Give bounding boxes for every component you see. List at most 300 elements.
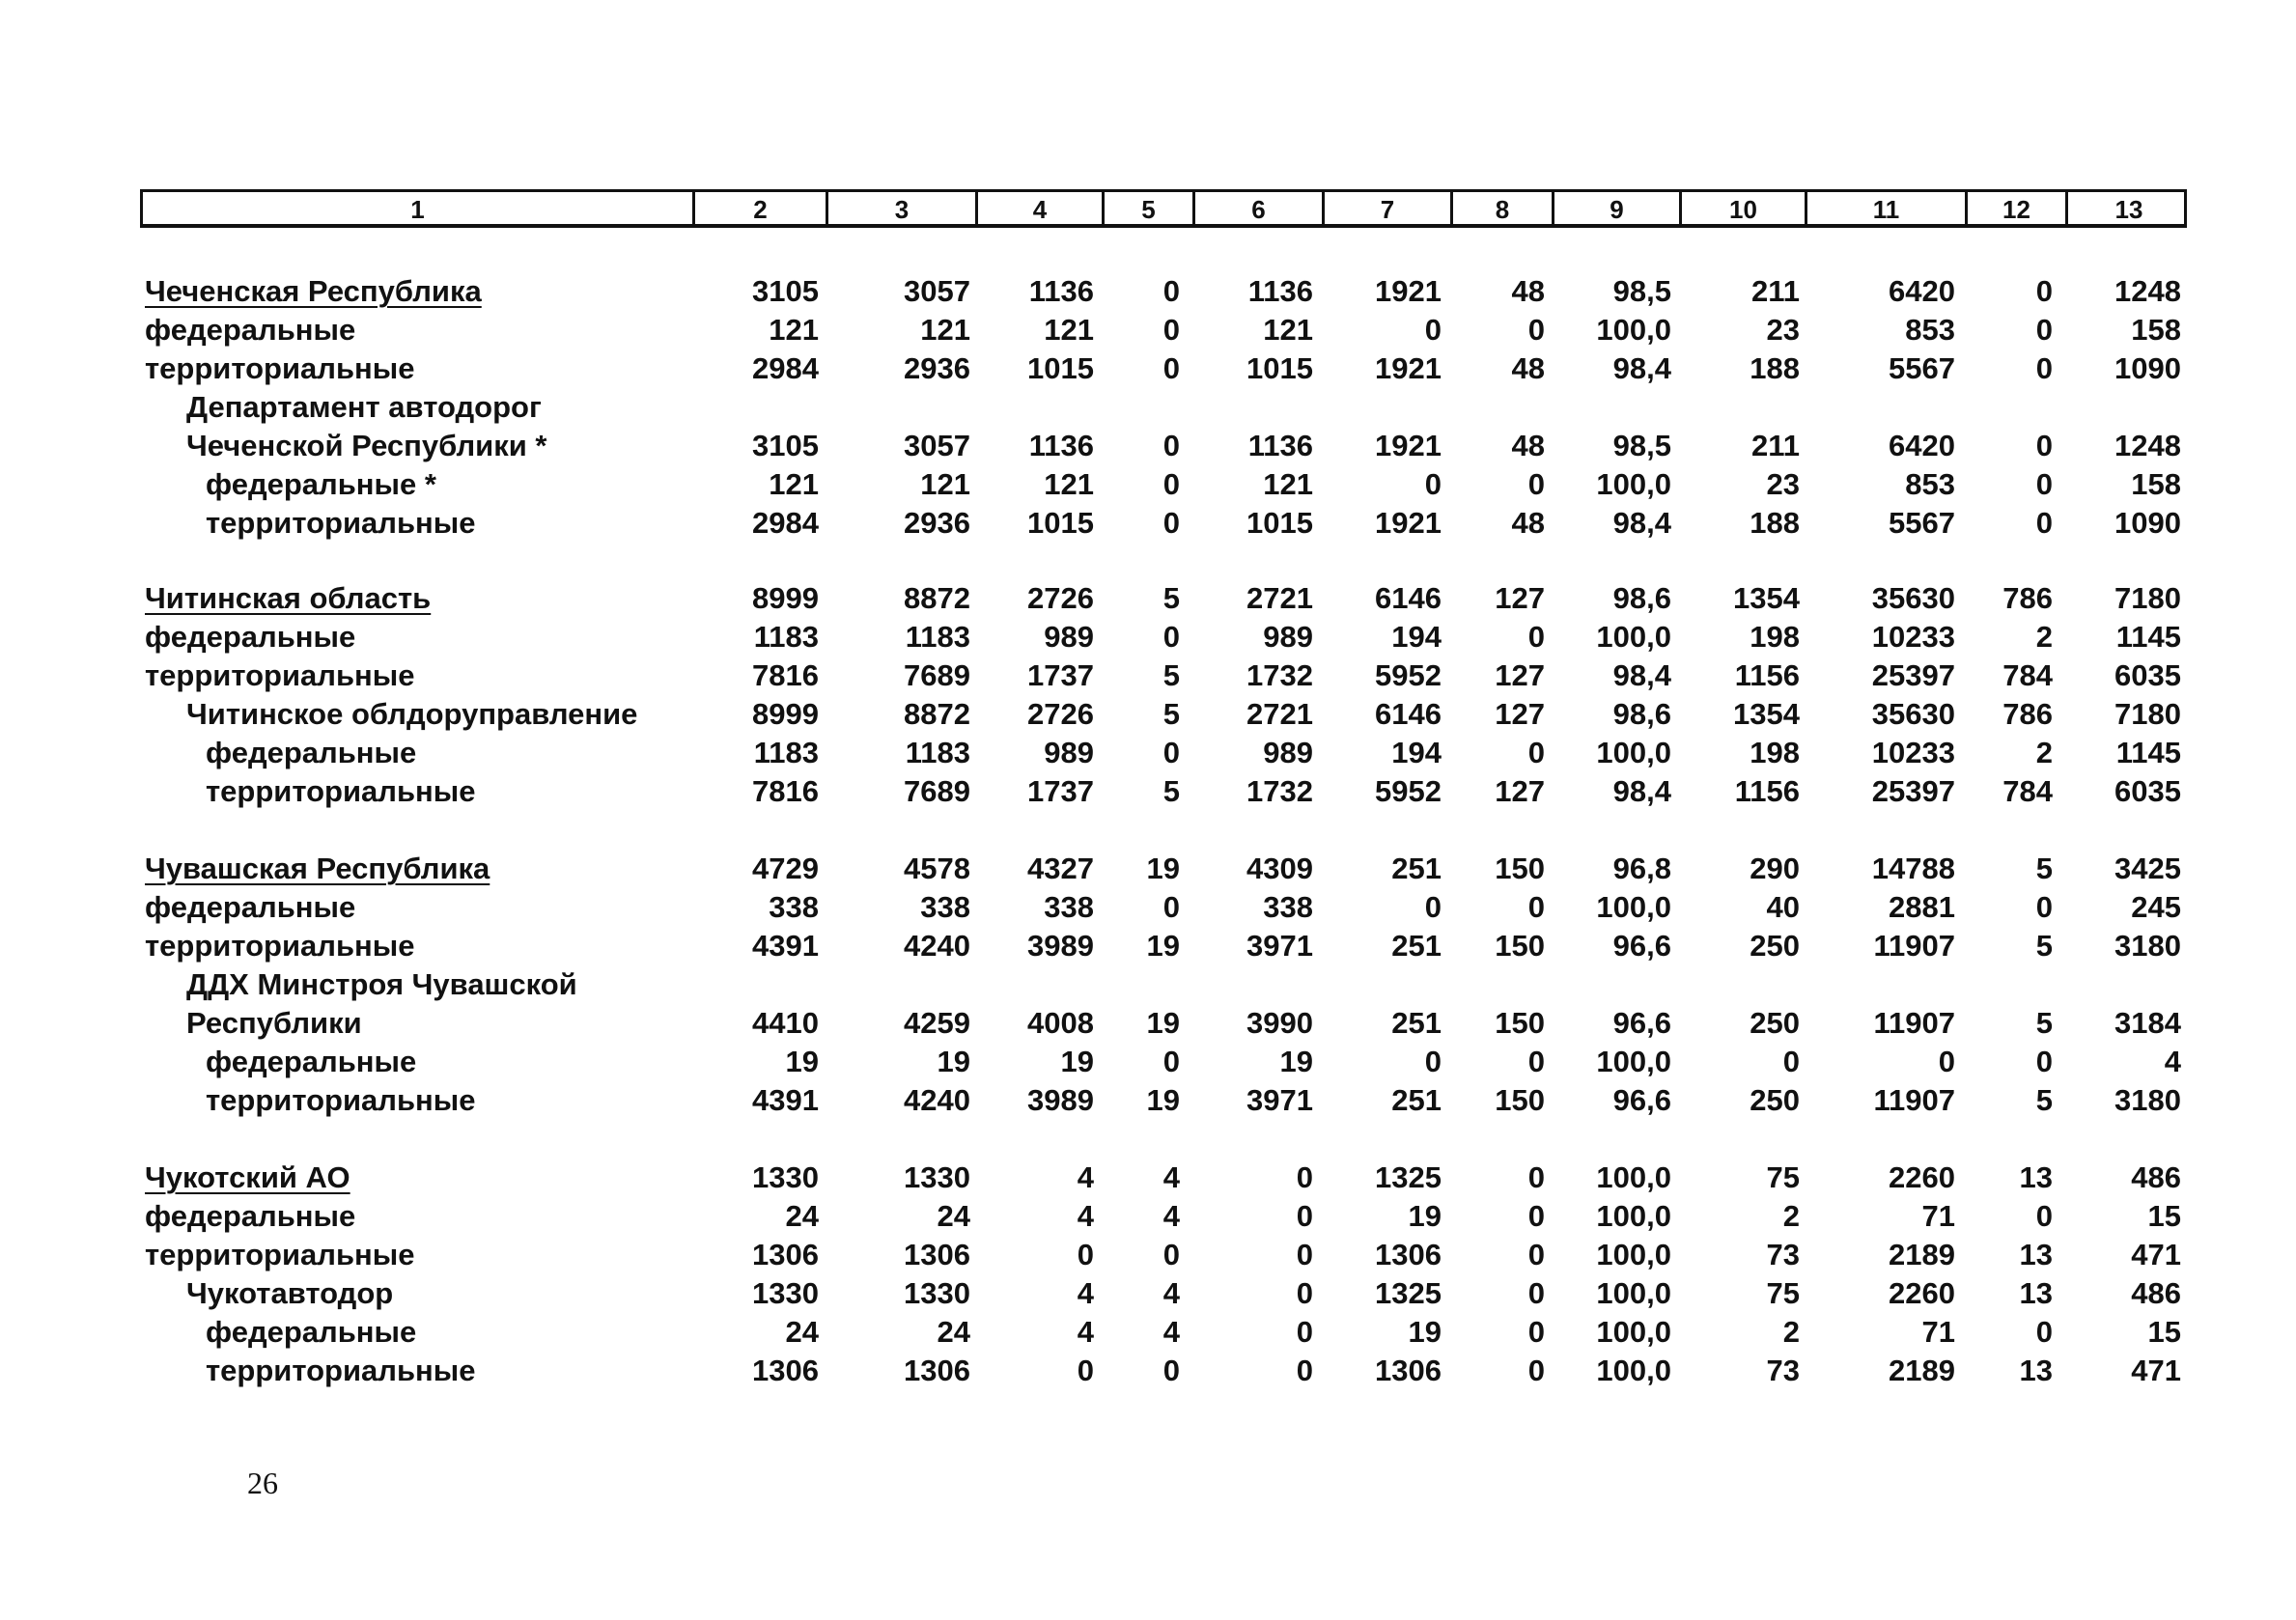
table-row (0, 349, 2296, 388)
cell-col-7: 251 (1391, 1083, 1442, 1117)
cell-col-4: 4327 (1027, 852, 1094, 885)
cell-col-9: 100,0 (1596, 467, 1671, 501)
row-label: территориальные (145, 1238, 415, 1271)
table-row (0, 579, 2296, 618)
cell-col-13: 1248 (2114, 274, 2181, 308)
cell-col-10: 250 (1750, 1083, 1800, 1117)
cell-col-10: 23 (1766, 313, 1800, 347)
row-label: территориальные (145, 929, 415, 963)
row-label: федеральные (145, 890, 356, 924)
cell-col-12: 5 (2035, 1083, 2053, 1117)
cell-col-9: 98,5 (1612, 429, 1671, 462)
row-label: территориальные (206, 506, 476, 540)
cell-col-12: 13 (2019, 1238, 2053, 1271)
table-row (0, 272, 2296, 311)
table-row (0, 1159, 2296, 1197)
page-number: 26 (247, 1466, 278, 1500)
cell-col-2: 8999 (752, 697, 819, 731)
cell-col-2: 8999 (752, 581, 819, 615)
cell-col-3: 24 (937, 1315, 970, 1349)
cell-col-4: 4 (1077, 1276, 1094, 1310)
cell-col-4: 4 (1077, 1199, 1094, 1233)
cell-col-9: 100,0 (1596, 1199, 1671, 1233)
row-label: территориальные (206, 1354, 476, 1387)
cell-col-6: 4309 (1246, 852, 1313, 885)
cell-col-7: 1306 (1375, 1354, 1442, 1387)
cell-col-10: 1156 (1734, 658, 1800, 692)
cell-col-12: 5 (2035, 929, 2053, 963)
cell-col-6: 0 (1296, 1315, 1313, 1349)
cell-col-12: 0 (2035, 467, 2053, 501)
cell-col-8: 127 (1495, 697, 1545, 731)
cell-col-13: 6035 (2114, 774, 2181, 808)
cell-col-2: 3105 (752, 429, 819, 462)
cell-col-13: 158 (2131, 467, 2181, 501)
cell-col-3: 1330 (904, 1160, 970, 1194)
row-label: федеральные (206, 736, 417, 769)
table-row (0, 1081, 2296, 1120)
column-header-cell: 11 (1807, 192, 1968, 224)
cell-col-10: 2 (1782, 1315, 1800, 1349)
column-header-cell: 3 (828, 192, 978, 224)
cell-col-5: 0 (1162, 467, 1180, 501)
cell-col-7: 251 (1391, 929, 1442, 963)
cell-col-6: 3971 (1246, 1083, 1313, 1117)
cell-col-12: 784 (2002, 774, 2053, 808)
cell-col-9: 98,4 (1612, 506, 1671, 540)
cell-col-8: 0 (1527, 1276, 1545, 1310)
cell-col-7: 19 (1408, 1315, 1442, 1349)
cell-col-8: 150 (1495, 1083, 1545, 1117)
row-label: федеральные (145, 1199, 356, 1233)
cell-col-5: 0 (1162, 274, 1180, 308)
cell-col-10: 1354 (1733, 581, 1800, 615)
table-row (0, 427, 2296, 465)
cell-col-8: 0 (1527, 1160, 1545, 1194)
table-row (0, 1197, 2296, 1236)
cell-col-12: 0 (2035, 274, 2053, 308)
cell-col-10: 1354 (1733, 697, 1800, 731)
cell-col-4: 1737 (1027, 658, 1094, 692)
cell-col-13: 158 (2131, 313, 2181, 347)
cell-col-2: 7816 (752, 774, 819, 808)
cell-col-5: 0 (1162, 890, 1180, 924)
cell-col-9: 100,0 (1596, 1238, 1671, 1271)
cell-col-5: 19 (1146, 1083, 1180, 1117)
cell-col-13: 471 (2131, 1238, 2181, 1271)
cell-col-13: 7180 (2114, 697, 2181, 731)
cell-col-3: 3057 (904, 429, 970, 462)
cell-col-7: 0 (1424, 467, 1442, 501)
row-label: федеральные (206, 1315, 417, 1349)
cell-col-2: 3105 (752, 274, 819, 308)
cell-col-7: 251 (1391, 852, 1442, 885)
cell-col-11: 2260 (1889, 1160, 1955, 1194)
region-name: Чувашская Республика (145, 852, 490, 885)
cell-col-3: 4259 (904, 1006, 970, 1040)
cell-col-8: 0 (1527, 890, 1545, 924)
cell-col-5: 5 (1162, 581, 1180, 615)
region-name: Чеченская Республика (145, 274, 482, 308)
cell-col-9: 98,5 (1612, 274, 1671, 308)
cell-col-5: 19 (1146, 1006, 1180, 1040)
cell-col-9: 100,0 (1596, 890, 1671, 924)
cell-col-8: 0 (1527, 736, 1545, 769)
cell-col-10: 0 (1782, 1045, 1800, 1078)
cell-col-10: 23 (1766, 467, 1800, 501)
cell-col-13: 15 (2147, 1199, 2181, 1233)
cell-col-3: 121 (920, 467, 970, 501)
cell-col-3: 1306 (904, 1354, 970, 1387)
cell-col-13: 471 (2131, 1354, 2181, 1387)
cell-col-10: 40 (1766, 890, 1800, 924)
column-header-cell: 2 (695, 192, 828, 224)
table-row (0, 1043, 2296, 1081)
cell-col-13: 486 (2131, 1160, 2181, 1194)
cell-col-6: 121 (1263, 467, 1313, 501)
cell-col-2: 4391 (752, 929, 819, 963)
cell-col-11: 11907 (1873, 929, 1955, 963)
column-header-cell: 7 (1325, 192, 1453, 224)
cell-col-2: 7816 (752, 658, 819, 692)
cell-col-9: 100,0 (1596, 313, 1671, 347)
cell-col-9: 100,0 (1596, 1160, 1671, 1194)
cell-col-8: 0 (1527, 1354, 1545, 1387)
cell-col-7: 1921 (1375, 351, 1442, 385)
row-label: территориальные (206, 774, 476, 808)
cell-col-5: 0 (1162, 506, 1180, 540)
table-row (0, 1274, 2296, 1313)
cell-col-8: 48 (1511, 351, 1545, 385)
cell-col-11: 2260 (1889, 1276, 1955, 1310)
cell-col-5: 4 (1162, 1276, 1180, 1310)
cell-col-2: 1330 (752, 1276, 819, 1310)
cell-col-12: 0 (2035, 313, 2053, 347)
row-label: федеральные * (206, 467, 436, 501)
cell-col-6: 19 (1279, 1045, 1313, 1078)
cell-col-6: 2721 (1246, 581, 1313, 615)
cell-col-13: 3425 (2114, 852, 2181, 885)
cell-col-12: 13 (2019, 1354, 2053, 1387)
cell-col-3: 4578 (904, 852, 970, 885)
cell-col-7: 6146 (1375, 697, 1442, 731)
cell-col-11: 10233 (1871, 736, 1955, 769)
cell-col-7: 6146 (1375, 581, 1442, 615)
cell-col-11: 11907 (1873, 1006, 1955, 1040)
cell-col-3: 4240 (904, 1083, 970, 1117)
cell-col-11: 2881 (1889, 890, 1955, 924)
cell-col-6: 1015 (1246, 506, 1313, 540)
cell-col-8: 48 (1511, 429, 1545, 462)
cell-col-5: 5 (1162, 658, 1180, 692)
cell-col-4: 4008 (1027, 1006, 1094, 1040)
table-row (0, 927, 2296, 965)
cell-col-5: 0 (1162, 1238, 1180, 1271)
cell-col-2: 1306 (752, 1354, 819, 1387)
cell-col-6: 3990 (1246, 1006, 1313, 1040)
cell-col-2: 4729 (752, 852, 819, 885)
cell-col-3: 338 (920, 890, 970, 924)
column-header-cell: 6 (1195, 192, 1325, 224)
cell-col-7: 1921 (1375, 274, 1442, 308)
cell-col-8: 150 (1495, 852, 1545, 885)
cell-col-10: 75 (1766, 1276, 1800, 1310)
cell-col-7: 5952 (1375, 658, 1442, 692)
row-label: территориальные (145, 658, 415, 692)
cell-col-10: 73 (1766, 1354, 1800, 1387)
table-row (0, 734, 2296, 772)
cell-col-11: 6420 (1889, 429, 1955, 462)
cell-col-5: 4 (1162, 1315, 1180, 1349)
cell-col-11: 0 (1938, 1045, 1955, 1078)
cell-col-2: 1183 (753, 620, 819, 654)
cell-col-7: 1325 (1375, 1160, 1442, 1194)
cell-col-12: 13 (2019, 1160, 2053, 1194)
cell-col-3: 8872 (904, 697, 970, 731)
cell-col-8: 127 (1495, 581, 1545, 615)
cell-col-9: 96,6 (1612, 929, 1671, 963)
column-header-cell: 4 (978, 192, 1105, 224)
cell-col-9: 96,8 (1612, 852, 1671, 885)
cell-col-8: 0 (1527, 1045, 1545, 1078)
cell-col-2: 2984 (752, 506, 819, 540)
cell-col-8: 48 (1511, 506, 1545, 540)
cell-col-8: 48 (1511, 274, 1545, 308)
cell-col-11: 5567 (1889, 506, 1955, 540)
cell-col-13: 6035 (2114, 658, 2181, 692)
cell-col-10: 2 (1782, 1199, 1800, 1233)
column-number-header (140, 189, 2187, 228)
cell-col-3: 1330 (904, 1276, 970, 1310)
cell-col-5: 0 (1162, 1045, 1180, 1078)
table-row (0, 1352, 2296, 1390)
cell-col-12: 0 (2035, 506, 2053, 540)
cell-col-6: 3971 (1246, 929, 1313, 963)
cell-col-11: 2189 (1889, 1354, 1955, 1387)
cell-col-10: 1156 (1734, 774, 1800, 808)
row-label: Читинское облдоруправление (186, 697, 638, 731)
cell-col-11: 853 (1905, 467, 1955, 501)
cell-col-3: 1183 (905, 736, 970, 769)
table-row (0, 850, 2296, 888)
cell-col-2: 1183 (753, 736, 819, 769)
cell-col-3: 121 (920, 313, 970, 347)
cell-col-13: 4 (2164, 1045, 2181, 1078)
cell-col-13: 7180 (2114, 581, 2181, 615)
cell-col-6: 989 (1263, 736, 1313, 769)
row-label: Республики (186, 1006, 362, 1040)
row-label: Департамент автодорог (186, 390, 542, 424)
cell-col-5: 4 (1162, 1199, 1180, 1233)
cell-col-5: 19 (1146, 852, 1180, 885)
cell-col-7: 1921 (1375, 506, 1442, 540)
cell-col-3: 7689 (904, 658, 970, 692)
cell-col-7: 194 (1391, 736, 1442, 769)
cell-col-5: 0 (1162, 1354, 1180, 1387)
cell-col-6: 1732 (1246, 658, 1313, 692)
cell-col-9: 100,0 (1596, 1354, 1671, 1387)
cell-col-6: 0 (1296, 1238, 1313, 1271)
cell-col-6: 2721 (1246, 697, 1313, 731)
cell-col-9: 98,4 (1612, 658, 1671, 692)
cell-col-8: 0 (1527, 620, 1545, 654)
cell-col-12: 5 (2035, 1006, 2053, 1040)
cell-col-7: 194 (1391, 620, 1442, 654)
cell-col-3: 1306 (904, 1238, 970, 1271)
cell-col-10: 75 (1766, 1160, 1800, 1194)
cell-col-13: 3180 (2114, 929, 2181, 963)
row-label: территориальные (145, 351, 415, 385)
cell-col-6: 0 (1296, 1276, 1313, 1310)
cell-col-7: 0 (1424, 313, 1442, 347)
cell-col-12: 5 (2035, 852, 2053, 885)
cell-col-9: 100,0 (1596, 620, 1671, 654)
cell-col-2: 4391 (752, 1083, 819, 1117)
cell-col-5: 5 (1162, 697, 1180, 731)
cell-col-5: 0 (1162, 313, 1180, 347)
cell-col-8: 0 (1527, 313, 1545, 347)
cell-col-3: 7689 (904, 774, 970, 808)
cell-col-3: 19 (937, 1045, 970, 1078)
row-label: федеральные (145, 620, 356, 654)
cell-col-9: 98,4 (1612, 774, 1671, 808)
cell-col-4: 338 (1044, 890, 1094, 924)
cell-col-12: 2 (2035, 620, 2053, 654)
cell-col-12: 0 (2035, 1199, 2053, 1233)
cell-col-11: 10233 (1871, 620, 1955, 654)
table-row (0, 1313, 2296, 1352)
cell-col-12: 2 (2035, 736, 2053, 769)
cell-col-13: 1248 (2114, 429, 2181, 462)
cell-col-8: 0 (1527, 467, 1545, 501)
cell-col-2: 19 (785, 1045, 819, 1078)
column-header-cell: 9 (1554, 192, 1682, 224)
table-row (0, 504, 2296, 543)
cell-col-6: 0 (1296, 1354, 1313, 1387)
cell-col-13: 3184 (2114, 1006, 2181, 1040)
cell-col-9: 100,0 (1596, 1045, 1671, 1078)
cell-col-5: 4 (1162, 1160, 1180, 1194)
cell-col-4: 1136 (1028, 274, 1094, 308)
cell-col-8: 0 (1527, 1238, 1545, 1271)
cell-col-9: 96,6 (1612, 1083, 1671, 1117)
cell-col-7: 19 (1408, 1199, 1442, 1233)
cell-col-13: 1145 (2115, 620, 2181, 654)
table-row (0, 388, 2296, 427)
cell-col-9: 100,0 (1596, 1276, 1671, 1310)
cell-col-4: 19 (1060, 1045, 1094, 1078)
cell-col-13: 3180 (2114, 1083, 2181, 1117)
cell-col-13: 1090 (2114, 351, 2181, 385)
cell-col-2: 1306 (752, 1238, 819, 1271)
cell-col-3: 24 (937, 1199, 970, 1233)
cell-col-4: 0 (1077, 1354, 1094, 1387)
cell-col-10: 211 (1750, 274, 1800, 308)
cell-col-2: 121 (769, 313, 819, 347)
cell-col-8: 127 (1495, 774, 1545, 808)
cell-col-12: 0 (2035, 1045, 2053, 1078)
cell-col-4: 2726 (1027, 581, 1094, 615)
cell-col-13: 486 (2131, 1276, 2181, 1310)
cell-col-8: 0 (1527, 1315, 1545, 1349)
row-label: федеральные (145, 313, 356, 347)
cell-col-11: 853 (1905, 313, 1955, 347)
cell-col-12: 13 (2019, 1276, 2053, 1310)
region-name: Читинская область (145, 581, 432, 615)
table-row (0, 656, 2296, 695)
cell-col-4: 2726 (1027, 697, 1094, 731)
cell-col-12: 786 (2002, 697, 2053, 731)
cell-col-5: 0 (1162, 351, 1180, 385)
cell-col-10: 250 (1750, 929, 1800, 963)
cell-col-11: 71 (1921, 1199, 1955, 1233)
cell-col-11: 25397 (1871, 774, 1955, 808)
cell-col-3: 4240 (904, 929, 970, 963)
table-row (0, 772, 2296, 811)
table-row (0, 311, 2296, 349)
cell-col-13: 15 (2147, 1315, 2181, 1349)
row-label: территориальные (206, 1083, 476, 1117)
cell-col-9: 98,6 (1612, 697, 1671, 731)
cell-col-12: 786 (2002, 581, 2053, 615)
cell-col-10: 211 (1750, 429, 1800, 462)
cell-col-6: 338 (1263, 890, 1313, 924)
cell-col-12: 784 (2002, 658, 2053, 692)
cell-col-13: 1145 (2115, 736, 2181, 769)
column-header-cell: 12 (1968, 192, 2068, 224)
cell-col-6: 1136 (1247, 429, 1313, 462)
cell-col-10: 198 (1750, 736, 1800, 769)
cell-col-6: 1732 (1246, 774, 1313, 808)
cell-col-4: 1015 (1027, 351, 1094, 385)
table-row (0, 965, 2296, 1004)
cell-col-12: 0 (2035, 429, 2053, 462)
cell-col-7: 1306 (1375, 1238, 1442, 1271)
cell-col-11: 35630 (1871, 697, 1955, 731)
cell-col-7: 1921 (1375, 429, 1442, 462)
cell-col-3: 2936 (904, 506, 970, 540)
cell-col-12: 0 (2035, 1315, 2053, 1349)
cell-col-4: 4 (1077, 1160, 1094, 1194)
cell-col-2: 4410 (752, 1006, 819, 1040)
cell-col-6: 0 (1296, 1199, 1313, 1233)
column-header-cell: 13 (2114, 195, 2143, 224)
cell-col-10: 198 (1750, 620, 1800, 654)
cell-col-6: 1136 (1247, 274, 1313, 308)
cell-col-3: 3057 (904, 274, 970, 308)
cell-col-10: 73 (1766, 1238, 1800, 1271)
cell-col-4: 989 (1044, 736, 1094, 769)
cell-col-10: 250 (1750, 1006, 1800, 1040)
cell-col-2: 24 (785, 1199, 819, 1233)
cell-col-2: 338 (769, 890, 819, 924)
cell-col-8: 150 (1495, 929, 1545, 963)
cell-col-11: 71 (1921, 1315, 1955, 1349)
cell-col-11: 25397 (1871, 658, 1955, 692)
table-row (0, 1236, 2296, 1274)
cell-col-9: 98,4 (1612, 351, 1671, 385)
cell-col-4: 3989 (1027, 1083, 1094, 1117)
cell-col-6: 989 (1263, 620, 1313, 654)
cell-col-7: 1325 (1375, 1276, 1442, 1310)
cell-col-11: 2189 (1889, 1238, 1955, 1271)
cell-col-3: 8872 (904, 581, 970, 615)
cell-col-9: 98,6 (1612, 581, 1671, 615)
cell-col-4: 1015 (1027, 506, 1094, 540)
cell-col-6: 0 (1296, 1160, 1313, 1194)
table-row (0, 695, 2296, 734)
cell-col-10: 188 (1750, 351, 1800, 385)
